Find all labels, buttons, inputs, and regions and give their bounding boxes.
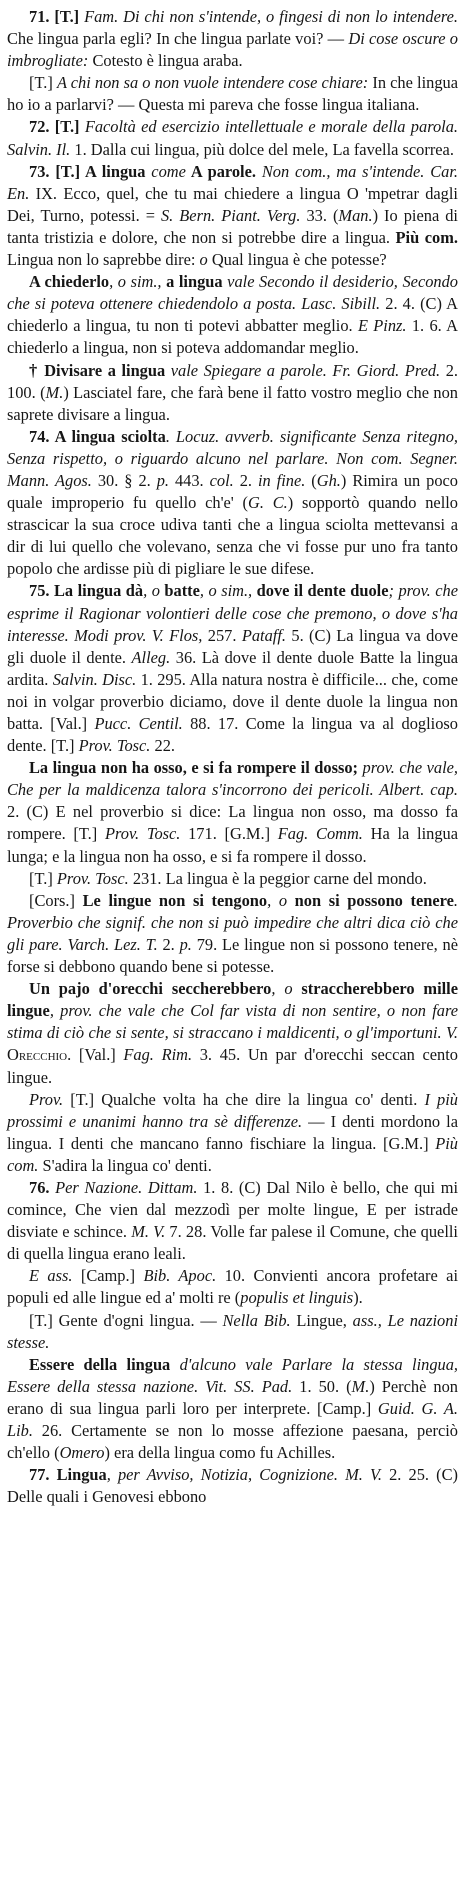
text-run: a lingua	[166, 272, 223, 292]
entry-paragraph	[7, 271, 458, 359]
text-run: 71. [T.]	[29, 7, 85, 26]
text-run: dove il dente duole	[256, 581, 389, 601]
text-run: ; prov. che esprime il Ragionar volontieri delle cose che premono, o dove s'ha interesse. Modi prov. V. Flos,	[7, 581, 458, 645]
text-run: 1. 8. (C) Dal Nilo è bello, che qui mi comince, Che vien dal mezzodì per molte lingue, E per istrade disviate e schince.	[7, 1177, 459, 1242]
text-run: Essere della lingua	[29, 1354, 171, 1374]
text-run: prov. che vale, Che per la maldicenza talora s'incorrono dei pericoli. Albert. cap.	[7, 758, 458, 800]
text-run: [Camp.]	[72, 1266, 144, 1286]
entry-paragraph	[7, 890, 458, 978]
text-run: M.	[351, 1376, 370, 1396]
text-run: Prov.	[29, 1089, 64, 1109]
text-run: 75. La lingua dà	[29, 581, 144, 601]
text-run: Omero	[59, 1443, 105, 1463]
text-run: Facoltà ed esercizio intellettuale e morale della parola. Salvin. Il.	[7, 117, 459, 159]
text-run: 30. § 2.	[91, 470, 157, 490]
text-run: M.	[45, 382, 64, 402]
text-run: E ass.	[29, 1266, 73, 1286]
text-run: S'adira la lingua co' denti.	[38, 1155, 212, 1175]
text-run: ).	[353, 1288, 363, 1308]
text-run: 36. Là dove il dente duole Batte la lingua ardita.	[7, 647, 459, 689]
text-run: Prov. Tosc.	[56, 868, 129, 888]
text-run: vale Secondo il desiderio, Secondo che si poteva ottenere chiedendolo a posta. Lasc. Sibill.	[7, 272, 458, 314]
text-run: G. C.	[248, 493, 288, 513]
text-run: vale Spiegare a parole. Fr. Giord. Pred.	[165, 360, 441, 380]
text-run: M. V.	[131, 1222, 166, 1242]
text-run: Fam. Di chi non s'intende, o fingesi di non lo intendere.	[84, 7, 458, 26]
text-run: (	[305, 470, 317, 490]
text-run: 7. 28. Volle far palese il Comune, che quelli di quella lingua erano leali.	[7, 1222, 458, 1264]
text-run: 1. Dalla cui lingua, più dolce del mele, La favella scorrea.	[70, 139, 454, 159]
text-run: Bib. Apoc.	[143, 1266, 217, 1286]
text-run: 33. (	[300, 205, 339, 225]
text-run: A parole.	[185, 161, 262, 181]
text-run: non si possono tenere	[294, 890, 454, 910]
text-run: ) era della lingua como fu Achilles.	[104, 1443, 336, 1463]
text-run: Ha la lingua lunga; e la lingua non ha osso, e si fa rompere il dosso.	[7, 824, 459, 866]
text-run: ) Rimira un poco quale improperio fu quello ch'e' (	[7, 470, 459, 513]
text-run: ass., Le nazioni stesse.	[7, 1310, 458, 1352]
entry-paragraph	[7, 161, 458, 271]
text-run: Prov. Tosc.	[78, 736, 151, 756]
text-run: . Proverbio che signif. che non si può impedire che altri dica ciò che gli pare. Varch. Lez. T.	[7, 890, 458, 954]
text-run: 1. 6. A chiederlo a lingua, non si poteva addomandar meglio.	[7, 316, 459, 358]
entry-paragraph	[7, 1177, 458, 1265]
entry-paragraph	[7, 757, 458, 867]
text-run: 22.	[150, 736, 175, 756]
text-run: I più prossimi e unanimi hanno tra sè differenze.	[7, 1089, 458, 1131]
text-run: 257.	[202, 625, 242, 645]
text-run: 79. Le lingue non si possono tenere, nè forse si debbono quando bene si potesse.	[7, 934, 458, 977]
text-run: 88. 17. Come la lingua va al doglioso dente. [T.]	[7, 714, 458, 756]
text-run: Alleg.	[131, 647, 171, 667]
entry-paragraph	[7, 116, 458, 160]
entry-paragraph	[7, 1354, 458, 1464]
text-run: Che lingua parla egli? In che lingua parlate voi? —	[7, 29, 349, 49]
text-run: Di cose oscure o imbrogliate:	[7, 29, 458, 71]
entry-paragraph	[7, 72, 458, 116]
entry-paragraph	[7, 1089, 458, 1177]
text-run: , o	[267, 890, 295, 910]
text-run: p.	[179, 934, 192, 954]
text-run: Nella Bib.	[222, 1310, 291, 1330]
text-run: 2. (C) E nel proverbio si dice: La lingua non osso, ma dosso fa rompere. [T.]	[7, 802, 458, 844]
text-run: Lingua non lo saprebbe dire:	[7, 250, 200, 270]
text-run: Più com.	[7, 1133, 458, 1175]
text-run: Man.	[338, 205, 373, 225]
text-run: IX. Ecco, quel, che tu mai chiedere a lingua O 'mpetrar dagli Dei, Turno, potessi. =	[7, 183, 458, 225]
text-run: 76.	[29, 1177, 56, 1197]
text-run: . [Val.]	[67, 1045, 124, 1065]
text-run: 2. 25. (C) Delle quali i Genovesi ebbono	[7, 1465, 458, 1507]
text-run: , o	[271, 979, 302, 999]
entry-paragraph	[7, 426, 458, 581]
text-run: A chiederlo	[29, 272, 110, 292]
text-run: , per Avviso, Notizia, Cognizione. M. V.	[106, 1465, 382, 1485]
text-run: Gh.	[316, 470, 341, 490]
text-run: col.	[209, 470, 234, 490]
text-run: [T.]	[29, 868, 57, 888]
entry-paragraph	[7, 6, 458, 72]
text-run: 74. A lingua sciolta	[29, 426, 166, 446]
text-run: Le lingue non si tengono	[82, 890, 268, 910]
text-run: Guid. G. A. Lib.	[7, 1398, 458, 1440]
text-run: 10. Convienti ancora profetare ai populi ed alle lingue ed a' molti re (	[7, 1266, 458, 1308]
text-run: populis et linguis	[240, 1288, 354, 1308]
text-run: 443.	[169, 470, 210, 490]
entry-paragraph	[7, 978, 458, 1088]
text-run: , o	[143, 581, 165, 601]
text-run: Più com.	[395, 227, 458, 247]
text-run: Pucc. Centil.	[94, 714, 183, 733]
text-run: 2.	[157, 934, 180, 954]
text-run: S. Bern. Piant. Verg.	[160, 205, 301, 225]
entry-paragraph	[7, 1310, 458, 1354]
text-run: Un pajo d'orecchi seccherebbero	[29, 979, 272, 999]
text-run: vale Parlare la stessa lingua, Essere della stessa nazione. Vit. SS. Pad.	[7, 1354, 459, 1396]
text-run: 1. 295. Alla natura nostra è difficile... che, come noi in volgar proverbio diciamo, dove il dente duole la lingua non batta. [Val.]	[7, 669, 458, 733]
text-run: Non com., ma s'intende. Car. En.	[7, 161, 458, 203]
text-run: batte	[164, 581, 200, 601]
text-run: Qual lingua è che potesse?	[207, 250, 387, 270]
entry-paragraph	[7, 360, 458, 426]
text-run: Orecchio	[7, 1045, 68, 1065]
text-run: Per Nazione. Dittam.	[55, 1177, 198, 1197]
text-run: Fag. Rim.	[123, 1045, 193, 1065]
text-run: [T.] Qualche volta ha che dire la lingua co' denti.	[63, 1089, 425, 1109]
text-run: E Pinz.	[357, 316, 407, 336]
text-run: Prov. Tosc.	[104, 824, 181, 844]
text-run: 171. [G.M.]	[180, 824, 278, 844]
text-run: . Locuz. avverb. significante Senza ritegno, Senza rispetto, o riguardo alcuno nel parlare. Non com. Segner. Mann. Agos.	[7, 426, 458, 490]
text-run: 2.	[233, 470, 258, 490]
text-run: 77. Lingua	[29, 1465, 107, 1485]
text-run: 26. Certamente se non lo mosse affezione paesana, perciò ch'ello (	[7, 1421, 458, 1463]
text-run: come	[151, 161, 186, 181]
text-run: — I denti mordono la lingua. I denti che mancano fanno fischiare la lingua. [G.M.]	[7, 1111, 458, 1153]
text-run: straccherebbero mille lingue	[7, 979, 459, 1021]
text-run: ) Lasciatel fare, che farà bene il fatto vostro meglio che non saprete divisare a lingua.	[7, 382, 458, 424]
text-run: d'alcuno	[170, 1354, 246, 1374]
entry-paragraph	[7, 1265, 458, 1309]
text-run: La lingua non ha osso, e si fa rompere il dosso;	[29, 758, 359, 778]
text-run: 2. 4. (C) A chiederlo a lingua, tu non ti potevi abbatter meglio.	[7, 294, 458, 336]
text-run: ) sopportò quando nello strascicar la sua croce udiva tanti che a lingua sciolta mettevansi a dir di lui quello che volevano, senza che vi fosse pur uno fra tanto popolo che ardisse più di pigliare le sue difese.	[7, 493, 459, 579]
text-run: Lingue,	[290, 1310, 353, 1330]
text-run: 5. (C) La lingua va dove gli duole il dente.	[7, 625, 458, 667]
text-run: 73. [T.] A lingua	[29, 161, 152, 181]
text-run: 3. 45. Un par d'orecchi seccan cento lingue.	[7, 1045, 458, 1087]
text-run: 1. 50. (	[292, 1376, 352, 1396]
text-run: ) Io piena di tanta tristizia e dolore, che non si potrebbe dire a lingua.	[7, 205, 458, 247]
text-run: o	[199, 250, 208, 270]
text-run: Salvin. Disc.	[52, 669, 137, 689]
text-run: [T.]	[29, 73, 57, 93]
text-run: , prov. che vale che Col far vista di non sentire, o non fare stima di ciò che si sente, si straccano i maldicenti, o gl'importuni. V.	[7, 1001, 458, 1043]
entry-paragraph	[7, 580, 458, 757]
text-run: 231. La lingua è la peggior carne del mondo.	[128, 868, 427, 888]
text-run: Cotesto è lingua araba.	[88, 51, 243, 71]
text-run: † Divisare a lingua	[29, 360, 166, 380]
text-run: A chi non sa o non vuole intendere cose chiare:	[56, 73, 369, 93]
text-run: Fag. Comm.	[277, 824, 363, 844]
text-run: , o sim.,	[199, 581, 257, 601]
text-run: , o sim.,	[109, 272, 167, 292]
text-run: [T.] Gente d'ogni lingua. —	[29, 1310, 223, 1330]
text-run: 72. [T.]	[29, 117, 85, 137]
text-run: p.	[156, 470, 169, 490]
text-run: Pataff.	[241, 625, 287, 645]
text-run: 2. 100. (	[7, 360, 458, 402]
text-run: [Cors.]	[29, 890, 83, 910]
text-run: in fine.	[257, 470, 306, 490]
text-run: In che lingua ho io a parlarvi? — Questa mi pareva che fosse lingua italiana.	[7, 73, 458, 115]
text-run: ) Perchè non erano di sua lingua parli loro per interprete. [Camp.]	[7, 1376, 458, 1418]
entry-paragraph	[7, 868, 458, 890]
entry-paragraph	[7, 1464, 458, 1508]
